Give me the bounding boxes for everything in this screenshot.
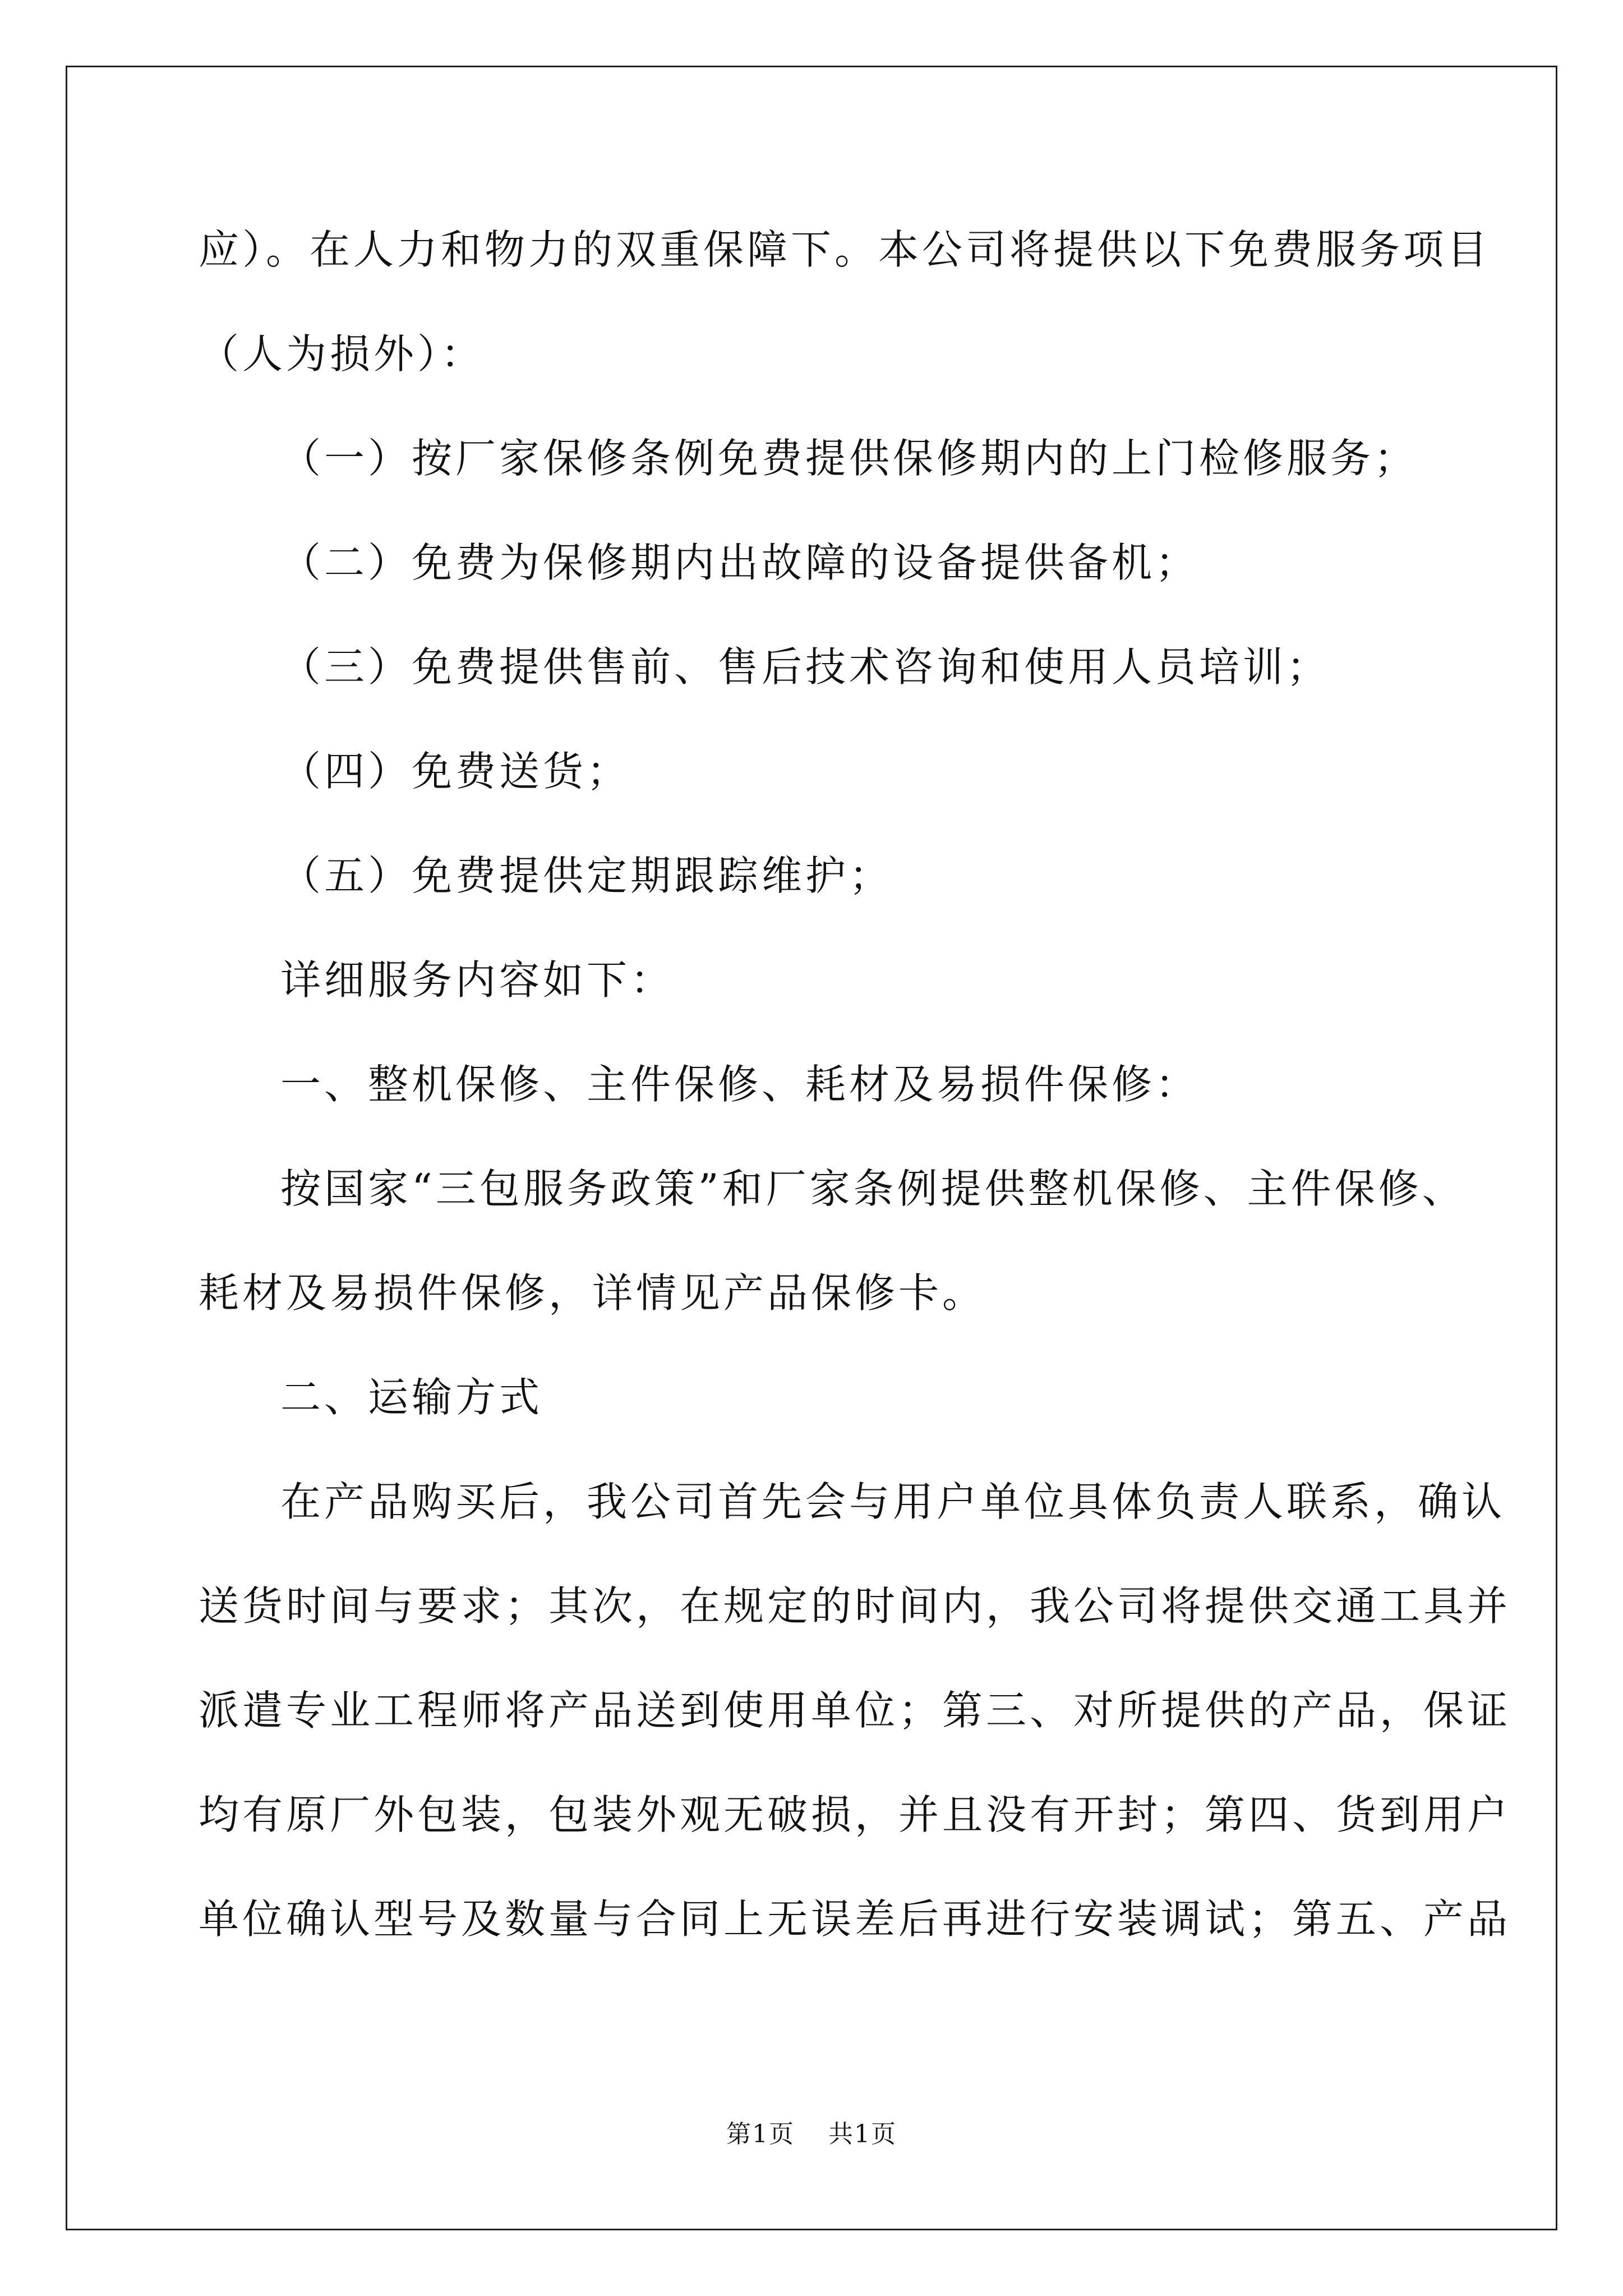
page-footer bbox=[0, 2118, 1623, 2151]
text-line: 在产品购买后，我公司首先会与用户单位具体负责人联系，确认 bbox=[280, 1478, 1506, 1525]
text-line: （三）免费提供售前、售后技术咨询和使用人员培训； bbox=[280, 643, 1331, 691]
text-line: 均有原厂外包装，包装外观无破损，并且没有开封；第四、货到用户 bbox=[199, 1791, 1511, 1838]
text-line: 应）。在人力和物力的双重保障下。本公司将提供以下免费服务项目 bbox=[199, 226, 1491, 273]
text-line: 详细服务内容如下： bbox=[280, 956, 675, 1004]
document-body bbox=[199, 197, 1511, 1971]
text-line: （一）按厂家保修条例免费提供保修期内的上门检修服务； bbox=[280, 435, 1418, 482]
text-line: （人为损外）： bbox=[199, 330, 485, 378]
text-line: 单位确认型号及数量与合同上无误差后再进行安装调试；第五、产品 bbox=[199, 1895, 1511, 1943]
text-line: 按国家“三包服务政策”和厂家条例提供整机保修、主件保修、 bbox=[280, 1165, 1466, 1212]
page-number: 第1页 bbox=[726, 2120, 795, 2148]
text-line: （五）免费提供定期跟踪维护； bbox=[280, 852, 893, 899]
text-line: 耗材及易损件保修，详情见产品保修卡。 bbox=[199, 1269, 986, 1317]
text-line: （二）免费为保修期内出故障的设备提供备机； bbox=[280, 539, 1200, 586]
text-line: （四）免费送货； bbox=[280, 748, 631, 795]
text-line: 送货时间与要求；其次，在规定的时间内，我公司将提供交通工具并 bbox=[199, 1582, 1511, 1630]
page-total: 共1页 bbox=[828, 2120, 897, 2148]
text-line: 一、整机保修、主件保修、耗材及易损件保修： bbox=[280, 1061, 1200, 1108]
text-line: 派遣专业工程师将产品送到使用单位；第三、对所提供的产品，保证 bbox=[199, 1687, 1511, 1734]
text-line: 二、运输方式 bbox=[280, 1374, 543, 1421]
